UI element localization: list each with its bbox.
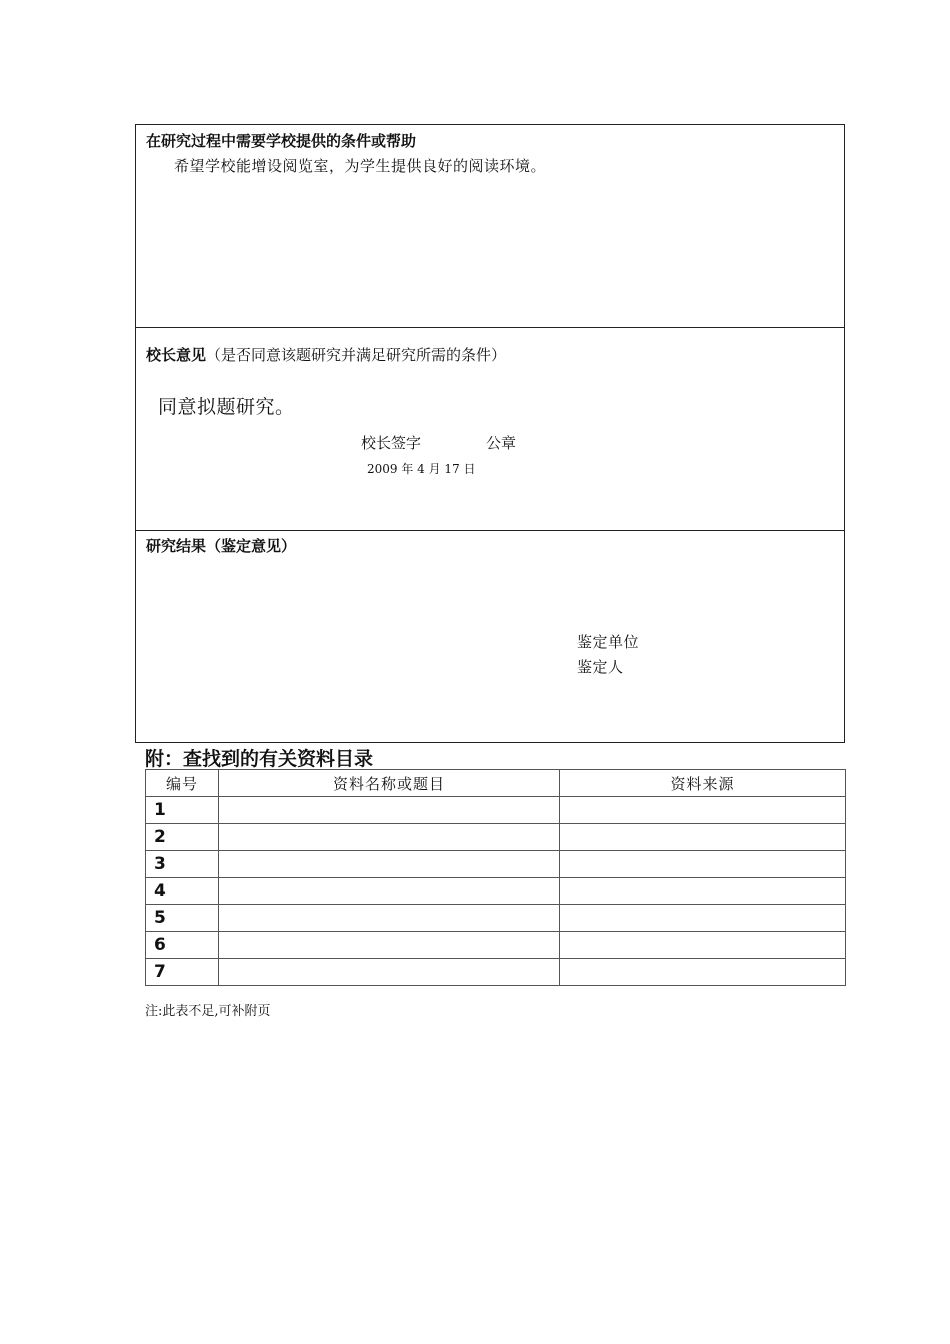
row-title-cell[interactable] [219,824,560,851]
table-footnote: 注:此表不足,可补附页 [145,1004,271,1019]
row-number: 7 [146,959,219,986]
principal-signature-label: 校长签字 [361,434,422,452]
row-number: 2 [146,824,219,851]
row-title-cell[interactable] [219,959,560,986]
row-source-cell[interactable] [560,824,846,851]
row-source-cell[interactable] [560,878,846,905]
appraisal-unit-label: 鉴定单位 [577,633,640,651]
row-source-cell[interactable] [560,851,846,878]
table-row [146,824,846,851]
table-row [146,851,846,878]
table-row [146,797,846,824]
row-source-cell[interactable] [560,959,846,986]
official-seal-label: 公章 [486,434,517,452]
row-title-cell[interactable] [219,797,560,824]
row-source-cell[interactable] [560,797,846,824]
support-section-content: 希望学校能增设阅览室，为学生提供良好的阅读环境。 [174,157,547,175]
row-number: 6 [146,932,219,959]
row-number: 3 [146,851,219,878]
principal-section-title: 校长意见 [146,346,207,364]
appendix-title: 附：查找到的有关资料目录 [145,748,374,770]
table-header-row [146,770,846,797]
row-source-cell[interactable] [560,932,846,959]
row-title-cell[interactable] [219,878,560,905]
row-number: 1 [146,797,219,824]
result-section-title: 研究结果（鉴定意见） [146,537,297,555]
row-title-cell[interactable] [219,932,560,959]
support-section [136,125,844,328]
reference-list-table [145,769,846,986]
principal-section-heading [146,344,506,365]
principal-section [136,328,844,531]
row-number: 4 [146,878,219,905]
principal-opinion-date: 2009 年 4 月 17 日 [367,462,476,476]
row-title-cell[interactable] [219,851,560,878]
principal-opinion-content: 同意拟题研究。 [158,396,295,418]
table-row [146,932,846,959]
column-header-source: 资料来源 [560,770,846,797]
table-row [146,878,846,905]
principal-section-title-note: （是否同意该题研究并满足研究所需的条件） [206,346,507,364]
result-section [136,531,844,742]
row-source-cell[interactable] [560,905,846,932]
appraiser-label: 鉴定人 [577,658,624,676]
support-section-title: 在研究过程中需要学校提供的条件或帮助 [146,132,417,150]
column-header-title: 资料名称或题目 [219,770,560,797]
row-number: 5 [146,905,219,932]
table-row [146,959,846,986]
table-row [146,905,846,932]
application-form [135,124,845,743]
column-header-number: 编号 [146,770,219,797]
row-title-cell[interactable] [219,905,560,932]
